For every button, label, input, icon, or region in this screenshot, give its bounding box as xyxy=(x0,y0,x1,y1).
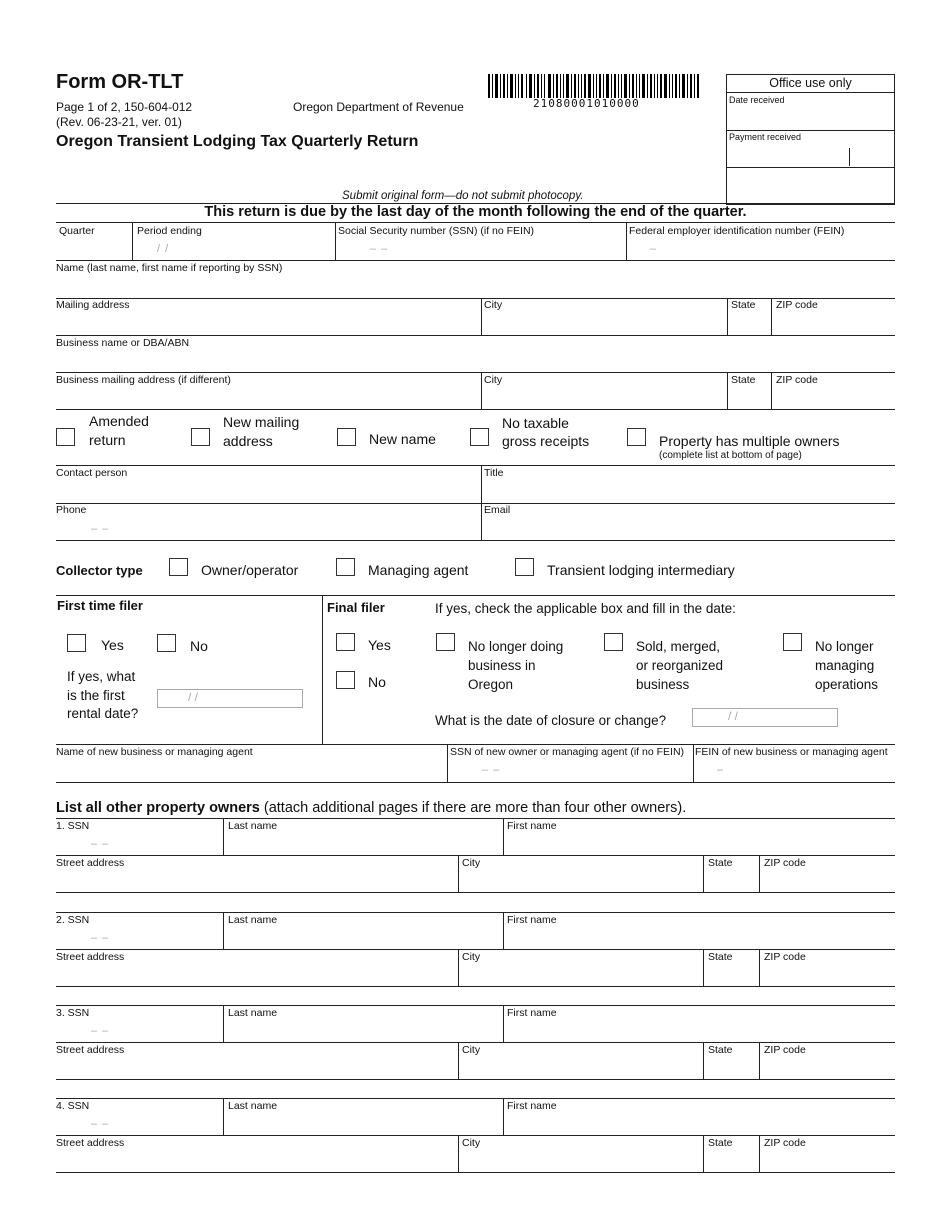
final-filer-label: Final filer xyxy=(327,600,385,615)
final-no-checkbox[interactable] xyxy=(336,671,355,689)
title-field[interactable] xyxy=(482,480,894,502)
owner-2-state-field[interactable] xyxy=(704,963,758,985)
owner-3-state-label: State xyxy=(708,1044,733,1056)
no-taxable-receipts-checkbox[interactable] xyxy=(470,428,489,446)
final-yes-checkbox[interactable] xyxy=(336,633,355,651)
owner-3-state-field[interactable] xyxy=(704,1056,758,1078)
owner-3-street-label: Street address xyxy=(56,1044,125,1056)
business-city-label: City xyxy=(484,374,503,386)
owner-2-zip-field[interactable] xyxy=(760,963,894,985)
first-rental-q1: If yes, what xyxy=(67,669,136,684)
owner-1-ssn-label: 1. SSN xyxy=(56,820,90,832)
owner-1-first-name-field[interactable] xyxy=(504,832,894,854)
state-field[interactable] xyxy=(728,312,770,334)
owner-1-first-name-label: First name xyxy=(507,820,557,832)
owner-2-last-name-label: Last name xyxy=(228,914,278,926)
sold-merged-label-3: business xyxy=(636,677,690,692)
office-use-title: Office use only xyxy=(769,76,852,90)
owner-row-line xyxy=(56,1098,895,1099)
owner-1-city-label: City xyxy=(462,857,481,869)
amended-return-checkbox[interactable] xyxy=(56,428,75,446)
fein-label: Federal employer identification number (FEIN) xyxy=(629,225,845,237)
owner-4-street-field[interactable] xyxy=(56,1149,457,1171)
owner-3-ssn-label: 3. SSN xyxy=(56,1007,90,1019)
owner-2-state-label: State xyxy=(708,951,733,963)
owner-4-zip-label: ZIP code xyxy=(764,1137,806,1149)
submit-note: Submit original form—do not submit photocopy. xyxy=(342,190,584,202)
multiple-owners-checkbox[interactable] xyxy=(627,428,646,446)
owner-operator-checkbox[interactable] xyxy=(169,558,188,576)
contact-person-field[interactable] xyxy=(56,480,480,502)
no-taxable-label-2: gross receipts xyxy=(502,433,590,449)
owner-4-last-name-field[interactable] xyxy=(224,1112,502,1134)
owner-3-first-name-field[interactable] xyxy=(504,1019,894,1041)
business-name-field[interactable] xyxy=(56,350,894,372)
no-longer-business-checkbox[interactable] xyxy=(436,633,455,651)
owner-1-last-name-label: Last name xyxy=(228,820,278,832)
closure-date-field[interactable]: / / xyxy=(692,708,838,727)
collector-type-label: Collector type xyxy=(56,563,143,578)
transient-intermediary-checkbox[interactable] xyxy=(515,558,534,576)
closure-date-question: What is the date of closure or change? xyxy=(435,713,667,728)
title-label: Title xyxy=(484,467,504,479)
mailing-address-label: Mailing address xyxy=(56,299,130,311)
phone-label: Phone xyxy=(56,504,87,516)
business-state-field[interactable] xyxy=(728,386,770,408)
owner-row-line xyxy=(56,1005,895,1006)
owner-4-zip-field[interactable] xyxy=(760,1149,894,1171)
date-received-label: Date received xyxy=(729,95,785,105)
new-agent-ssn-field[interactable]: – – xyxy=(482,764,501,776)
owner-row-line xyxy=(56,986,895,987)
owner-3-city-field[interactable] xyxy=(459,1056,702,1078)
owner-1-street-field[interactable] xyxy=(56,869,457,891)
final-filer-instruction: If yes, check the applicable box and fill in the date: xyxy=(435,601,736,616)
owner-row-line xyxy=(56,912,895,913)
owner-row-line xyxy=(56,1172,895,1173)
new-agent-fein-label: FEIN of new business or managing agent xyxy=(695,746,888,758)
owner-3-ssn-field[interactable]: – – xyxy=(91,1025,110,1037)
revision: (Rev. 06-23-21, ver. 01) xyxy=(56,115,182,129)
owner-4-state-label: State xyxy=(708,1137,733,1149)
owner-row-line xyxy=(56,855,895,856)
owner-2-zip-label: ZIP code xyxy=(764,951,806,963)
sold-merged-checkbox[interactable] xyxy=(604,633,623,651)
period-ending-label: Period ending xyxy=(137,225,202,237)
owner-4-last-name-label: Last name xyxy=(228,1100,278,1112)
final-no-label: No xyxy=(368,674,386,690)
business-name-label: Business name or DBA/ABN xyxy=(56,337,190,349)
contact-person-label: Contact person xyxy=(56,467,128,479)
owner-3-last-name-label: Last name xyxy=(228,1007,278,1019)
owner-row-line xyxy=(56,818,895,819)
barcode-number: 21080001010000 xyxy=(533,97,640,110)
department: Oregon Department of Revenue xyxy=(293,100,464,114)
business-mailing-field[interactable] xyxy=(56,386,480,408)
name-field[interactable] xyxy=(56,275,894,297)
owner-4-street-label: Street address xyxy=(56,1137,125,1149)
owner-row-line xyxy=(56,1079,895,1080)
new-agent-ssn-label: SSN of new owner or managing agent (if no FEIN) xyxy=(450,746,685,758)
owner-2-ssn-label: 2. SSN xyxy=(56,914,90,926)
state-label: State xyxy=(731,299,756,311)
business-mailing-label: Business mailing address (if different) xyxy=(56,374,231,386)
owner-2-ssn-field[interactable]: – – xyxy=(91,932,110,944)
owner-row-line xyxy=(56,892,895,893)
transient-intermediary-label: Transient lodging intermediary xyxy=(547,562,735,578)
no-longer-managing-label-2: managing xyxy=(815,658,875,673)
owner-4-state-field[interactable] xyxy=(704,1149,758,1171)
no-longer-business-label-2: business in xyxy=(468,658,536,673)
owner-2-street-label: Street address xyxy=(56,951,125,963)
quarter-field[interactable] xyxy=(57,237,131,259)
first-rental-q3: rental date? xyxy=(67,706,139,721)
owner-2-city-label: City xyxy=(462,951,481,963)
first-time-no-checkbox[interactable] xyxy=(157,634,176,652)
amended-label-2: return xyxy=(89,432,126,448)
owners-heading-bold: List all other property owners xyxy=(56,800,260,816)
no-longer-business-label-3: Oregon xyxy=(468,677,514,692)
form-id: Form OR-TLT xyxy=(56,71,184,93)
sold-merged-label-2: or reorganized xyxy=(636,658,724,673)
first-rental-q2: is the first xyxy=(67,688,125,703)
new-agent-fein-field[interactable]: – xyxy=(717,764,725,776)
owner-3-street-field[interactable] xyxy=(56,1056,457,1078)
owner-3-city-label: City xyxy=(462,1044,481,1056)
first-time-yes-checkbox[interactable] xyxy=(67,634,86,652)
owner-operator-label: Owner/operator xyxy=(201,562,299,578)
email-label: Email xyxy=(484,504,511,516)
ssn-field[interactable]: – – xyxy=(370,243,389,255)
mailing-address-field[interactable] xyxy=(56,312,480,334)
first-time-filer-label: First time filer xyxy=(57,598,143,613)
final-yes-label: Yes xyxy=(368,637,391,653)
owner-1-zip-field[interactable] xyxy=(760,869,894,891)
quarter-label: Quarter xyxy=(59,225,95,237)
managing-agent-checkbox[interactable] xyxy=(336,558,355,576)
name-label: Name (last name, first name if reporting by SSN) xyxy=(56,262,283,274)
owner-1-city-field[interactable] xyxy=(459,869,702,891)
owner-4-city-field[interactable] xyxy=(459,1149,702,1171)
owner-row-line xyxy=(56,1135,895,1136)
no-longer-managing-label-1: No longer xyxy=(815,639,874,654)
owner-3-last-name-field[interactable] xyxy=(224,1019,502,1041)
owner-2-street-field[interactable] xyxy=(56,963,457,985)
owner-2-last-name-field[interactable] xyxy=(224,926,502,948)
owner-1-state-label: State xyxy=(708,857,733,869)
managing-agent-label: Managing agent xyxy=(368,562,469,578)
business-zip-field[interactable] xyxy=(772,386,894,408)
owner-4-city-label: City xyxy=(462,1137,481,1149)
no-taxable-label-1: No taxable xyxy=(502,415,569,431)
new-mailing-label-2: address xyxy=(223,433,273,449)
owner-4-ssn-field[interactable]: – – xyxy=(91,1118,110,1130)
owners-heading-rest: (attach additional pages if there are more than four other owners). xyxy=(259,800,687,816)
form-title: Oregon Transient Lodging Tax Quarterly Return xyxy=(56,133,419,150)
new-mailing-label-1: New mailing xyxy=(223,414,300,430)
new-mailing-address-checkbox[interactable] xyxy=(191,428,210,446)
city-field[interactable] xyxy=(482,312,726,334)
barcode xyxy=(488,74,700,98)
business-zip-label: ZIP code xyxy=(776,374,818,386)
owner-1-street-label: Street address xyxy=(56,857,125,869)
business-state-label: State xyxy=(731,374,756,386)
owner-4-ssn-label: 4. SSN xyxy=(56,1100,90,1112)
owner-4-first-name-field[interactable] xyxy=(504,1112,894,1134)
new-agent-name-field[interactable] xyxy=(56,759,446,781)
new-name-label: New name xyxy=(369,431,436,447)
zip-label: ZIP code xyxy=(776,299,818,311)
owner-2-first-name-field[interactable] xyxy=(504,926,894,948)
owners-heading xyxy=(56,800,686,816)
owner-1-ssn-field[interactable]: – – xyxy=(91,838,110,850)
payment-received-label: Payment received xyxy=(729,132,802,142)
first-rental-date-field[interactable]: / / xyxy=(157,689,303,708)
amended-label-1: Amended xyxy=(89,413,149,429)
owner-4-first-name-label: First name xyxy=(507,1100,557,1112)
no-longer-managing-checkbox[interactable] xyxy=(783,633,802,651)
fein-field[interactable]: – xyxy=(650,243,658,255)
owner-1-zip-label: ZIP code xyxy=(764,857,806,869)
multiple-owners-note: (complete list at bottom of page) xyxy=(659,450,802,461)
owner-row-line xyxy=(56,1042,895,1043)
city-label: City xyxy=(484,299,503,311)
first-time-no-label: No xyxy=(190,638,208,654)
multiple-owners-label: Property has multiple owners xyxy=(659,433,840,449)
phone-field[interactable]: – – xyxy=(91,523,110,535)
owner-3-zip-label: ZIP code xyxy=(764,1044,806,1056)
business-city-field[interactable] xyxy=(482,386,726,408)
owner-2-first-name-label: First name xyxy=(507,914,557,926)
period-ending-field[interactable]: / / xyxy=(157,243,170,255)
new-name-checkbox[interactable] xyxy=(337,428,356,446)
owner-row-line xyxy=(56,949,895,950)
page-info: Page 1 of 2, 150-604-012 xyxy=(56,100,193,114)
owner-2-city-field[interactable] xyxy=(459,963,702,985)
no-longer-business-label-1: No longer doing xyxy=(468,639,564,654)
owner-3-first-name-label: First name xyxy=(507,1007,557,1019)
owner-1-state-field[interactable] xyxy=(704,869,758,891)
sold-merged-label-1: Sold, merged, xyxy=(636,639,721,654)
new-agent-name-label: Name of new business or managing agent xyxy=(56,746,253,758)
first-time-yes-label: Yes xyxy=(101,637,124,653)
no-longer-managing-label-3: operations xyxy=(815,677,879,692)
zip-field[interactable] xyxy=(772,312,894,334)
owner-1-last-name-field[interactable] xyxy=(224,832,502,854)
due-notice: This return is due by the last day of the month following the end of the quarter. xyxy=(204,204,747,220)
email-field[interactable] xyxy=(482,517,894,539)
owner-3-zip-field[interactable] xyxy=(760,1056,894,1078)
ssn-label: Social Security number (SSN) (if no FEIN) xyxy=(338,225,535,237)
